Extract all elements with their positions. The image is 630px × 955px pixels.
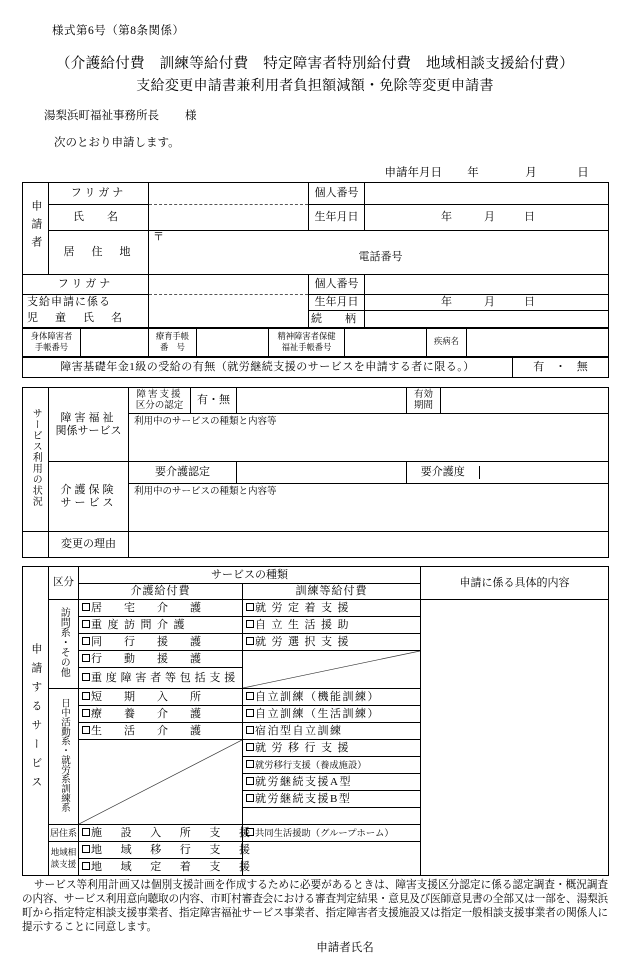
handbook-table xyxy=(22,328,609,357)
child-birthdate-value[interactable] xyxy=(365,295,609,311)
service-type-header: サービスの種類 xyxy=(79,567,421,584)
checkbox-icon[interactable] xyxy=(82,845,90,853)
service-item-care[interactable]: 重度障害者等包括支援 xyxy=(79,668,243,689)
pension-no[interactable]: 無 xyxy=(576,361,588,374)
applicant-birthdate-value[interactable] xyxy=(365,205,609,231)
care-benefit-header: 介護給付費 xyxy=(79,584,243,600)
checkbox-icon[interactable] xyxy=(246,794,254,802)
applicant-name-value[interactable] xyxy=(149,205,309,231)
change-reason-label: 変更の理由 xyxy=(49,532,129,558)
service-item-training[interactable]: 就労継続支援A型 xyxy=(243,774,421,791)
service-item-care[interactable]: 重度訪問介護 xyxy=(79,617,243,634)
group-label-visit: 訪問系・その他 xyxy=(49,600,79,689)
signature-label: 申請者氏名 xyxy=(316,941,374,954)
checkbox-icon[interactable] xyxy=(82,637,90,645)
service-item-training[interactable]: 自立生活援助 xyxy=(243,617,421,634)
care-insurance-label: 介護保険 サービス xyxy=(49,462,129,532)
checkbox-icon[interactable] xyxy=(82,828,90,836)
care-level-label: 要介護度 xyxy=(407,466,479,479)
child-birth-day: 日 xyxy=(524,296,535,309)
checkbox-icon[interactable] xyxy=(82,709,90,717)
child-birth-year: 年 xyxy=(441,296,452,309)
physical-handbook-value[interactable] xyxy=(81,329,149,357)
service-item-training-empty xyxy=(243,808,421,825)
change-reason-value[interactable] xyxy=(129,532,609,558)
child-relation-value[interactable] xyxy=(365,311,609,328)
kubun-header: 区分 xyxy=(49,567,79,600)
applicant-phone-label: 電話番号 xyxy=(358,250,403,263)
checkbox-icon[interactable] xyxy=(246,709,254,717)
service-item-care[interactable]: 行 動 援 護 xyxy=(79,651,243,668)
form-number: 様式第6号（第8条関係） xyxy=(52,25,185,37)
child-furigana-value[interactable] xyxy=(149,275,309,295)
form-title-line2: 支給変更申請書兼利用者負担額減額・免除等変更申請書 xyxy=(136,79,494,94)
training-empty-regional xyxy=(243,842,421,876)
child-furigana-label: フリガナ xyxy=(23,275,149,295)
welfare-services-in-use[interactable]: 利用中のサービスの種類と内容等 xyxy=(129,414,609,462)
service-item-care[interactable]: 居 宅 介 護 xyxy=(79,600,243,617)
service-item-training[interactable]: 就労選択支援 xyxy=(243,634,421,651)
child-mynumber-label: 個人番号 xyxy=(309,275,365,295)
applicant-section-label: 申請者 xyxy=(23,183,49,275)
service-item-care[interactable]: 短 期 入 所 xyxy=(79,689,243,706)
applicant-furigana-label: フリガナ xyxy=(49,183,149,205)
pension-question: 障害基礎年金1級の受給の有無（就労継続支援のサービスを申請する者に限る。） xyxy=(23,358,513,378)
services-section-label: 申請するサービス xyxy=(23,567,49,876)
detail-header: 申請に係る具体的内容 xyxy=(421,567,609,600)
disability-classification-yesno[interactable]: 有・無 xyxy=(191,388,237,414)
addressee-line xyxy=(44,107,608,123)
welfare-service-label: 障害福祉 関係サービス xyxy=(49,388,129,462)
checkbox-icon[interactable] xyxy=(246,620,254,628)
checkbox-icon[interactable] xyxy=(246,637,254,645)
applicant-table xyxy=(22,182,609,328)
pension-yes[interactable]: 有 xyxy=(533,361,545,374)
applicant-address-label: 居 住 地 xyxy=(49,231,149,275)
service-item-training[interactable]: 自立訓練（生活訓練） xyxy=(243,706,421,723)
rehab-handbook-value[interactable] xyxy=(197,329,269,357)
applicant-birth-day: 日 xyxy=(524,211,535,224)
applicant-address-value[interactable] xyxy=(149,231,609,275)
child-birthdate-label: 生年月日 xyxy=(309,295,365,311)
checkbox-icon[interactable] xyxy=(246,743,254,751)
care-level-row xyxy=(407,462,609,484)
care-level-value[interactable] xyxy=(479,466,608,479)
disease-name-label: 疾病名 xyxy=(427,329,467,357)
applicant-furigana-value[interactable] xyxy=(149,183,309,205)
checkbox-icon[interactable] xyxy=(246,603,254,611)
training-benefit-header: 訓練等給付費 xyxy=(243,584,421,600)
checkbox-icon[interactable] xyxy=(82,620,90,628)
checkbox-icon[interactable] xyxy=(246,726,254,734)
service-item-training[interactable]: 共同生活援助（グループホーム） xyxy=(243,825,421,842)
child-name-label-line2: 児 童 氏 名 xyxy=(23,311,149,328)
checkbox-icon[interactable] xyxy=(82,673,90,681)
service-status-table xyxy=(22,387,609,558)
service-item-training[interactable]: 就労移行支援（養成施設） xyxy=(243,757,421,774)
applicant-birth-month: 月 xyxy=(484,211,495,224)
applicant-mynumber-value[interactable] xyxy=(365,183,609,205)
care-certification-value[interactable] xyxy=(237,462,407,484)
checkbox-icon[interactable] xyxy=(82,603,90,611)
postal-mark: 〒 xyxy=(153,231,164,243)
detail-content-cell[interactable] xyxy=(421,600,609,876)
service-status-section-label: サービス利用の状況 xyxy=(23,388,49,532)
checkbox-icon[interactable] xyxy=(82,862,90,870)
care-diagonal-strike xyxy=(79,740,243,825)
form-title-line1: （介護給付費 訓練等給付費 特定障害者特別給付費 地域相談支援給付費） xyxy=(56,56,574,72)
rehab-handbook-label: 療育手帳 番 号 xyxy=(149,329,197,357)
checkbox-icon[interactable] xyxy=(246,777,254,785)
mental-handbook-value[interactable] xyxy=(345,329,427,357)
care-certification-label: 要介護認定 xyxy=(129,462,237,484)
physical-handbook-label: 身体障害者 手帳番号 xyxy=(23,329,81,357)
change-reason-spacer xyxy=(23,532,49,558)
training-diagonal-strike-1 xyxy=(243,651,421,689)
applicant-birth-year: 年 xyxy=(441,211,452,224)
group-label-residential: 居住系 xyxy=(49,825,79,842)
service-item-care[interactable]: 生 活 介 護 xyxy=(79,723,243,740)
service-item-care[interactable]: 地 域 移 行 支 援 xyxy=(79,842,243,859)
disease-name-value[interactable] xyxy=(467,329,609,357)
child-name-value[interactable] xyxy=(149,295,309,328)
group-label-day: 日中活動系・就労系訓練系 xyxy=(49,689,79,825)
child-name-label-line1: 支給申請に係る xyxy=(23,295,149,311)
addressee-honorific: 様 xyxy=(185,110,197,122)
service-item-training[interactable]: 就労定着支援 xyxy=(243,600,421,617)
applicant-mynumber-label: 個人番号 xyxy=(309,183,365,205)
checkbox-icon[interactable] xyxy=(82,692,90,700)
care-insurance-services-in-use[interactable]: 利用中のサービスの種類と内容等 xyxy=(129,484,609,532)
mental-handbook-label: 精神障害者保健 福祉手帳番号 xyxy=(269,329,345,357)
consent-paragraph xyxy=(22,879,608,935)
application-date-row xyxy=(22,164,608,180)
checkbox-icon[interactable] xyxy=(82,654,90,662)
validity-period-value[interactable] xyxy=(441,388,609,414)
applicant-birthdate-label: 生年月日 xyxy=(309,205,365,231)
service-item-training[interactable]: 就労継続支援B型 xyxy=(243,791,421,808)
consent-text: サービス等利用計画又は個別支援計画を作成するために必要があるときは、障害支援区分認定に係る認定調査・概況調査の内容、サービス利用意向聴取の内容、市町村審査会における審査判定結果・意見及び医師意見書の全部又は一部を、湯梨浜町から指定特定相談支援事業者、指定障害福祉サービス事業者、指定障害者支援施設又は指定一般相談支援事業者の関係人に提示することに同意します。 xyxy=(22,880,608,933)
addressee-name: 湯梨浜町福祉事務所長 xyxy=(44,110,159,122)
pension-answer[interactable] xyxy=(513,358,609,378)
checkbox-icon[interactable] xyxy=(246,760,254,768)
disability-classification-value[interactable] xyxy=(237,388,407,414)
validity-period-label: 有効 期間 xyxy=(407,388,441,414)
service-item-training[interactable]: 宿泊型自立訓練 xyxy=(243,723,421,740)
service-item-care[interactable]: 療 養 介 護 xyxy=(79,706,243,723)
pension-separator: ・ xyxy=(555,361,566,374)
application-date-label: 申請年月日 xyxy=(384,167,442,179)
checkbox-icon[interactable] xyxy=(246,692,254,700)
services-table xyxy=(22,566,609,876)
child-relation-label: 続 柄 xyxy=(309,311,365,328)
child-mynumber-value[interactable] xyxy=(365,275,609,295)
form-title xyxy=(22,52,608,95)
service-item-care[interactable]: 地 域 定 着 支 援 xyxy=(79,859,243,876)
service-item-training[interactable]: 就労移行支援 xyxy=(243,740,421,757)
checkbox-icon[interactable] xyxy=(82,726,90,734)
child-birth-month: 月 xyxy=(484,296,495,309)
service-item-care[interactable]: 同 行 援 護 xyxy=(79,634,243,651)
intro-text: 次のとおり申請します。 xyxy=(54,137,180,149)
application-date-year[interactable]: 年 xyxy=(467,167,479,179)
application-date-day[interactable]: 日 xyxy=(577,167,589,179)
group-label-regional: 地域相 談支援 xyxy=(49,842,79,876)
disability-classification-label: 障害支援 区分の認定 xyxy=(129,388,191,414)
service-item-training[interactable]: 自立訓練（機能訓練） xyxy=(243,689,421,706)
checkbox-icon[interactable] xyxy=(246,828,254,836)
pension-table xyxy=(22,357,609,378)
applicant-name-label: 氏 名 xyxy=(49,205,149,231)
application-date-month[interactable]: 月 xyxy=(525,167,537,179)
service-item-care[interactable]: 施 設 入 所 支 援 xyxy=(79,825,243,842)
